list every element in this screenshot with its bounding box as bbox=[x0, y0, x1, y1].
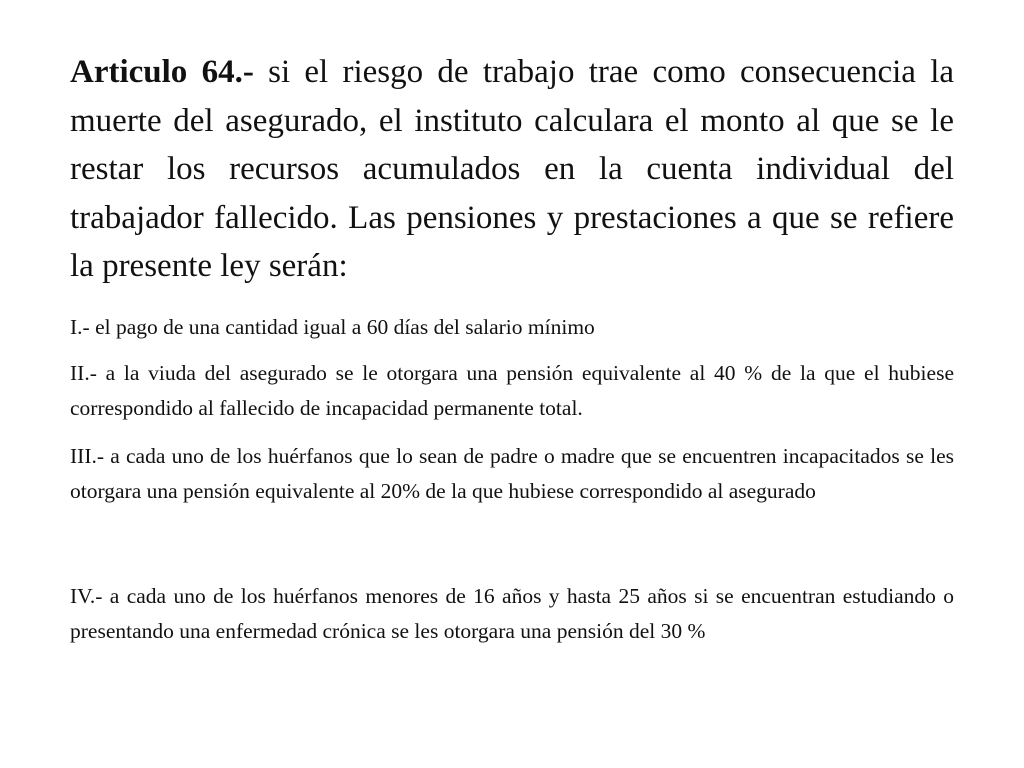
article-body: si el riesgo de trabajo trae como consecuencia la muerte del asegurado, el instituto calculara el monto al que se le restar los recursos acumulados en la cuenta individual del trabajador fallecido. Las pensiones y prestaciones a que se refiere la presente ley serán: bbox=[70, 54, 955, 284]
list-item-iv: IV.- a cada uno de los huérfanos menores de 16 años y hasta 25 años si se encuentran estudiando o presentando una enfermedad crónica se les otorgara una pensión del 30 % bbox=[70, 583, 954, 643]
slide-content bbox=[70, 48, 954, 649]
list-item-iii: III.- a cada uno de los huérfanos que lo sean de padre o madre que se encuentren incapacitados se les otorgara una pensión equivalente al 20% de la que hubiese correspondido al asegurado bbox=[70, 443, 954, 503]
list-item-i: I.- el pago de una cantidad igual a 60 días del salario mínimo bbox=[70, 314, 595, 339]
article-paragraph bbox=[70, 48, 954, 291]
article-heading: Articulo 64.- bbox=[70, 54, 254, 90]
list-item-ii: II.- a la viuda del asegurado se le otorgara una pensión equivalente al 40 % de la que el hubiese correspondido al fallecido de incapacidad permanente total. bbox=[70, 360, 954, 420]
